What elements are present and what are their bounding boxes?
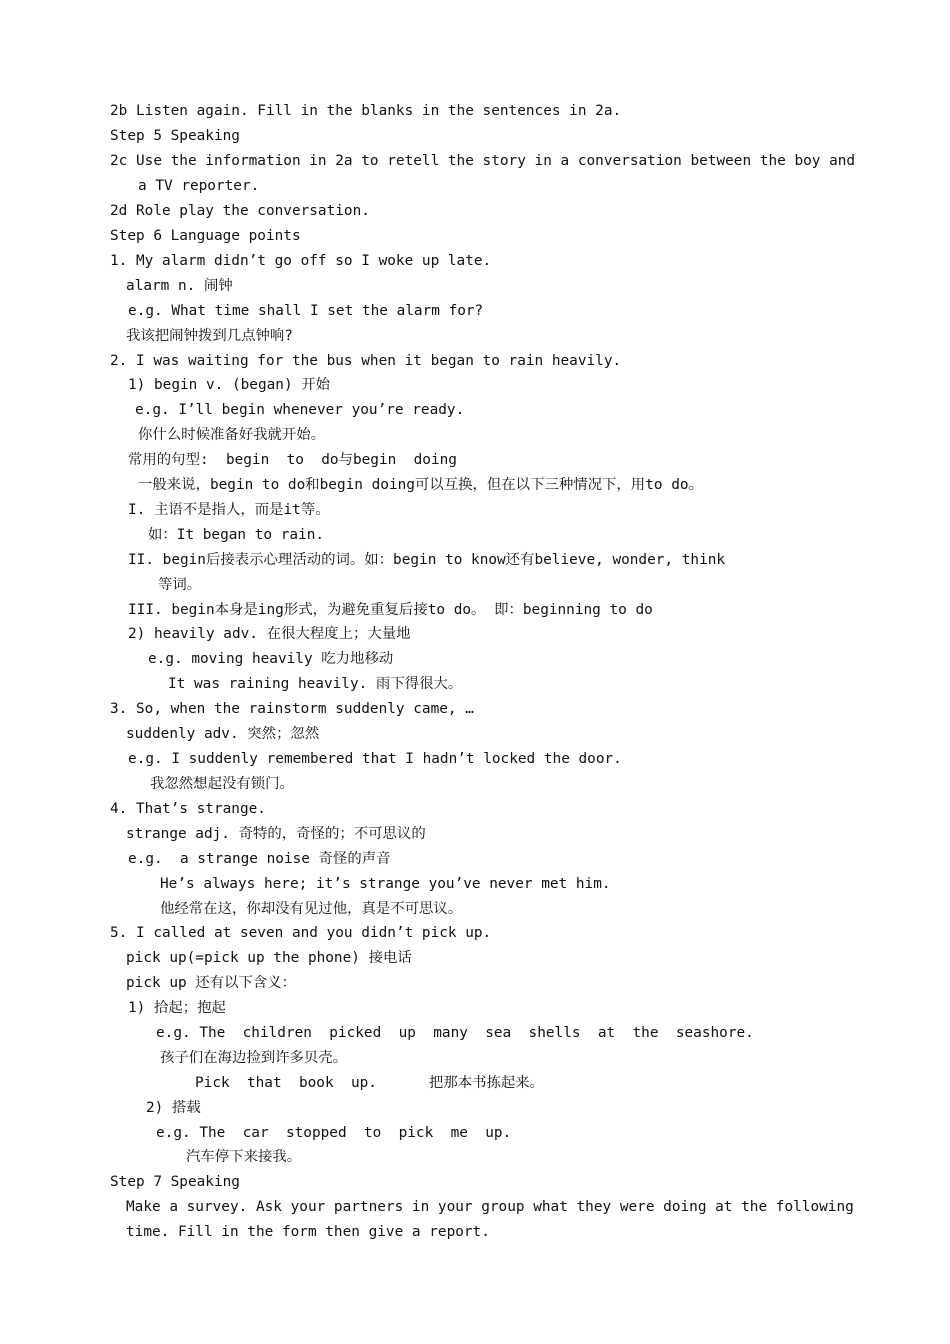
point-5: 5. I called at seven and you didn’t pick up. xyxy=(110,925,492,941)
point-2: 2. I was waiting for the bus when it began to rain heavily. xyxy=(110,353,622,369)
point-3: 3. So, when the rainstorm suddenly came, … xyxy=(110,701,474,717)
example-begin: e.g. I’ll begin whenever you’re ready. xyxy=(135,402,465,418)
rule-1-example: 如：It began to rain. xyxy=(148,527,325,543)
example-strange-2: He’s always here; it’s strange you’ve never met him. xyxy=(160,876,611,892)
example-alarm: e.g. What time shall I set the alarm for? xyxy=(128,303,484,319)
example-pick-up-3: e.g. The car stopped to pick me up. xyxy=(156,1125,512,1141)
heading-step-5: Step 5 Speaking xyxy=(110,128,240,144)
translation-pick-up-1: 孩子们在海边捡到许多贝壳。 xyxy=(160,1050,348,1066)
example-suddenly: e.g. I suddenly remembered that I hadn’t locked the door. xyxy=(128,751,622,767)
translation-strange: 他经常在这，你却没有见过他，真是不可思议。 xyxy=(160,901,463,917)
point-4: 4. That’s strange. xyxy=(110,801,266,817)
meaning-1: 1) 拾起；抱起 xyxy=(128,1000,226,1016)
note-begin: 一般来说，begin to do和begin doing可以互换，但在以下三种情况下，用to do。 xyxy=(138,477,703,493)
rule-3: III. begin本身是ing形式，为避免重复后接to do。 即：beginning to do xyxy=(128,602,653,618)
survey-instruction: Make a survey. Ask your partners in your group what they were doing at the following xyxy=(126,1199,854,1215)
survey-instruction-continued: time. Fill in the form then give a report. xyxy=(126,1224,490,1240)
vocab-strange: strange adj. 奇特的，奇怪的；不可思议的 xyxy=(126,826,426,842)
line-2d: 2d Role play the conversation. xyxy=(110,203,370,219)
note-pick-up: pick up 还有以下含义： xyxy=(126,975,297,991)
rule-2-continued: 等词。 xyxy=(158,577,202,593)
point-1: 1. My alarm didn’t go off so I woke up late. xyxy=(110,253,492,269)
vocab-alarm: alarm n. 闹钟 xyxy=(126,278,233,294)
vocab-heavily: 2) heavily adv. 在很大程度上；大量地 xyxy=(128,626,411,642)
example-strange-1: e.g. a strange noise 奇怪的声音 xyxy=(128,851,391,867)
translation-suddenly: 我忽然想起没有锁门。 xyxy=(150,776,294,792)
translation-pick-up-3: 汽车停下来接我。 xyxy=(186,1149,302,1165)
translation-begin: 你什么时候准备好我就开始。 xyxy=(138,427,326,443)
translation-alarm: 我该把闹钟拨到几点钟响? xyxy=(126,328,293,344)
example-heavily-2: It was raining heavily. 雨下得很大。 xyxy=(168,676,463,692)
meaning-2: 2) 搭载 xyxy=(146,1100,201,1116)
vocab-begin: 1) begin v. (began) 开始 xyxy=(128,377,331,393)
example-heavily-1: e.g. moving heavily 吃力地移动 xyxy=(148,651,394,667)
pattern-begin: 常用的句型: begin to do与begin doing xyxy=(128,452,457,468)
heading-step-6: Step 6 Language points xyxy=(110,228,301,244)
vocab-pick-up: pick up(=pick up the phone) 接电话 xyxy=(126,950,412,966)
example-pick-up-1: e.g. The children picked up many sea shells at the seashore. xyxy=(156,1025,754,1041)
line-2c-continued: a TV reporter. xyxy=(138,178,260,194)
rule-1: I. 主语不是指人，而是it等。 xyxy=(128,502,330,518)
rule-2: II. begin后接表示心理活动的词。如：begin to know还有believe, wonder, think xyxy=(128,552,726,568)
line-2c: 2c Use the information in 2a to retell the story in a conversation between the boy and xyxy=(110,153,856,169)
example-pick-up-2: Pick that book up. 把那本书拣起来。 xyxy=(195,1075,545,1091)
heading-step-7: Step 7 Speaking xyxy=(110,1174,240,1190)
line-2b: 2b Listen again. Fill in the blanks in the sentences in 2a. xyxy=(110,103,622,119)
vocab-suddenly: suddenly adv. 突然；忽然 xyxy=(126,726,320,742)
